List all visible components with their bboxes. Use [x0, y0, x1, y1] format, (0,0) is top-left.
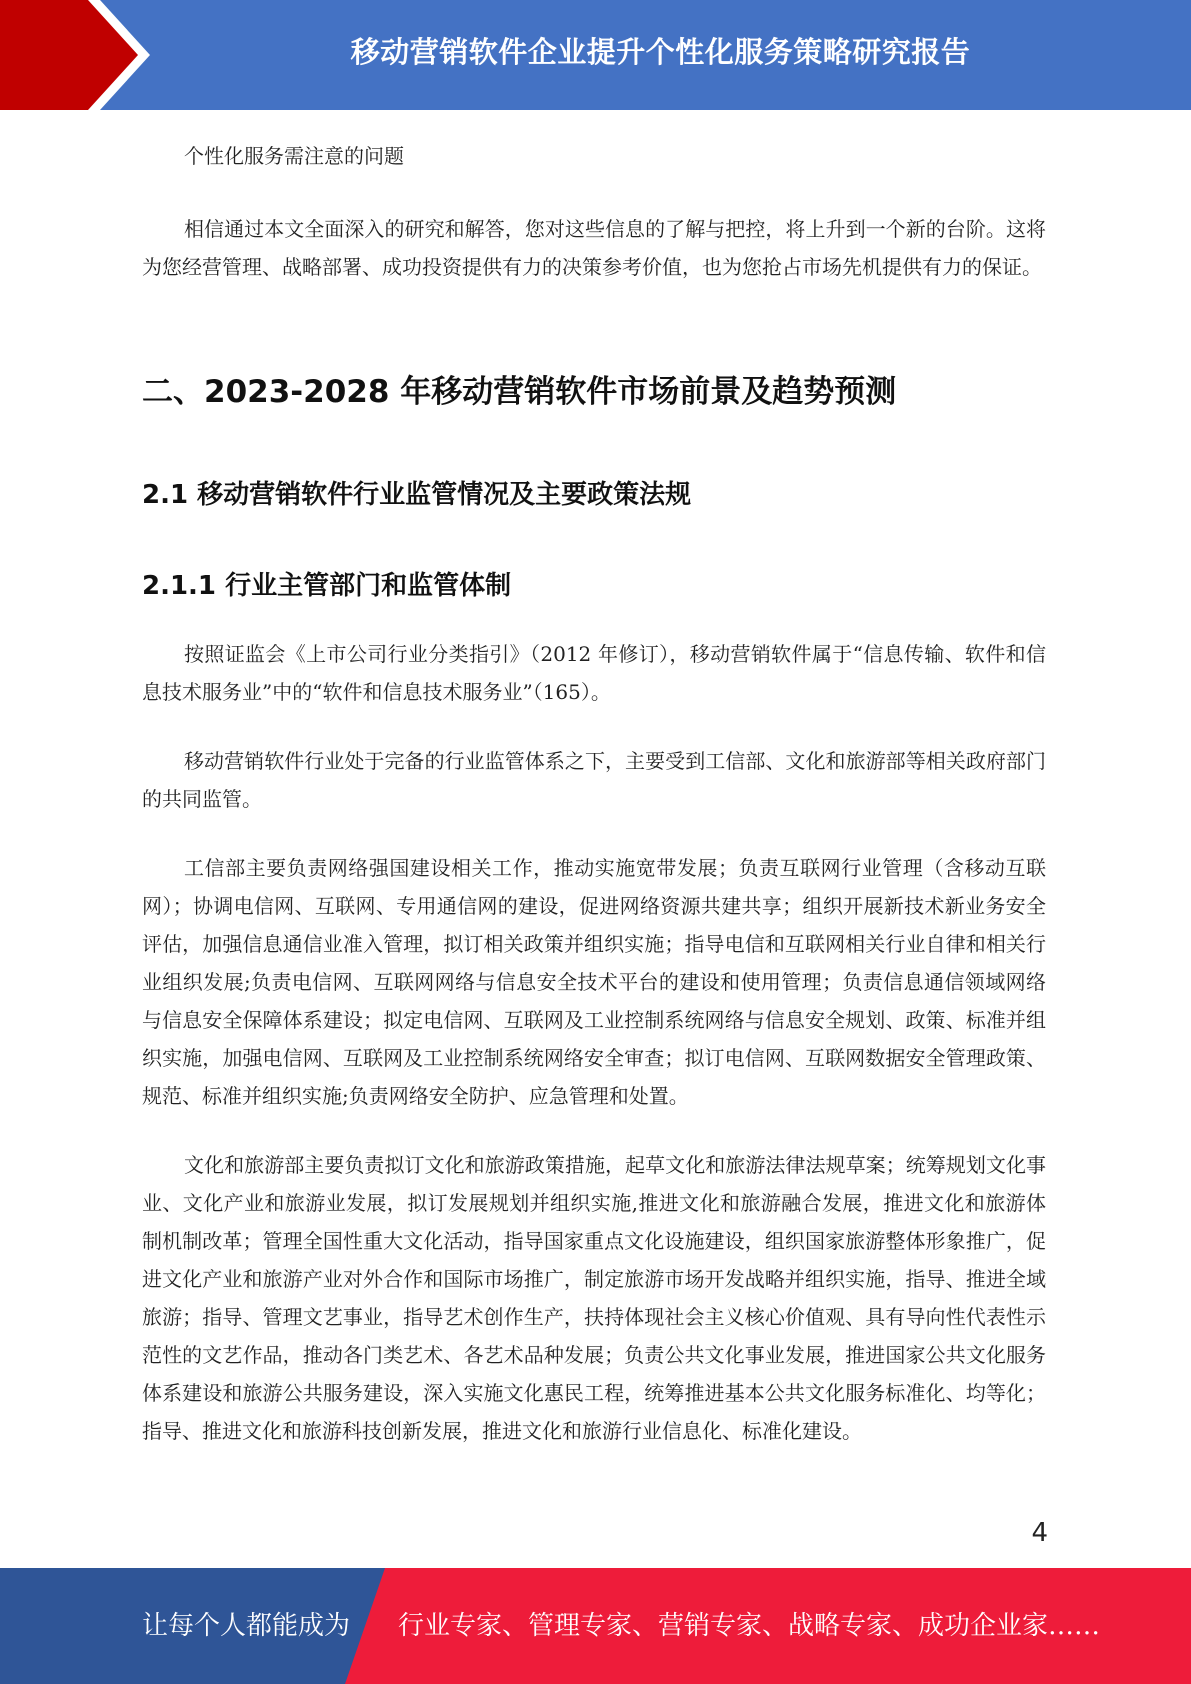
- paragraph-4: 文化和旅游部主要负责拟订文化和旅游政策措施，起草文化和旅游法律法规草案；统筹规划文化事业、文化产业和旅游业发展，拟订发展规划并组织实施,推进文化和旅游融合发展，推进文化和旅游体制机制改革；管理全国性重大文化活动，指导国家重点文化设施建设，组织国家旅游整体形象推广，促进文化产业和旅游产业对外合作和国际市场推广，制定旅游市场开发战略并组织实施，指导、推进全域旅游；指导、管理文艺事业，指导艺术创作生产，扶持体现社会主义核心价值观、具有导向性代表性示范性的文艺作品，推动各门类艺术、各艺术品种发展；负责公共文化事业发展，推进国家公共文化服务体系建设和旅游公共服务建设，深入实施文化惠民工程，统筹推进基本公共文化服务标准化、均等化；指导、推进文化和旅游科技创新发展，推进文化和旅游行业信息化、标准化建设。: [142, 1153, 1046, 1443]
- paragraph-2-block: [142, 742, 1046, 818]
- section-heading: 二、2023-2028 年移动营销软件市场前景及趋势预测: [142, 374, 897, 410]
- page-header: [0, 0, 1191, 110]
- toc-tail-block: [142, 137, 1046, 175]
- subsection-heading: 2.1 移动营销软件行业监管情况及主要政策法规: [142, 480, 692, 510]
- paragraph-3-block: [142, 849, 1046, 1115]
- section-heading-block: [142, 366, 1046, 411]
- subsubsection-heading-block: [142, 565, 1046, 602]
- subsubsection-heading: 2.1.1 行业主管部门和监管体制: [142, 571, 512, 601]
- paragraph-3: 工信部主要负责网络强国建设相关工作，推动实施宽带发展；负责互联网行业管理（含移动互联网）；协调电信网、互联网、专用通信网的建设，促进网络资源共建共享；组织开展新技术新业务安全评估，加强信息通信业准入管理，拟订相关政策并组织实施；指导电信和互联网相关行业自律和相关行业组织发展;负责电信网、互联网网络与信息安全技术平台的建设和使用管理；负责信息通信领域网络与信息安全保障体系建设；拟定电信网、互联网及工业控制系统网络与信息安全规划、政策、标准并组织实施，加强电信网、互联网及工业控制系统网络安全审查；拟订电信网、互联网数据安全管理政策、规范、标准并组织实施;负责网络安全防护、应急管理和处置。: [142, 856, 1046, 1108]
- footer-slogan-right: 行业专家、管理专家、营销专家、战略专家、成功企业家……: [398, 1611, 1101, 1641]
- paragraph-1-block: [142, 635, 1046, 711]
- subsection-heading-block: [142, 474, 1046, 511]
- footer-slogan-left: 让每个人都能成为: [142, 1611, 351, 1641]
- paragraph-2: 移动营销软件行业处于完备的行业监管体系之下，主要受到工信部、文化和旅游部等相关政府部门的共同监管。: [142, 749, 1046, 811]
- page-footer: [0, 1568, 1191, 1684]
- report-title: 移动营销软件企业提升个性化服务策略研究报告: [350, 35, 971, 69]
- intro-paragraph: 相信通过本文全面深入的研究和解答，您对这些信息的了解与把控，将上升到一个新的台阶。这将为您经营管理、战略部署、成功投资提供有力的决策参考价值，也为您抢占市场先机提供有力的保证。: [142, 217, 1046, 279]
- intro-block: [142, 210, 1046, 286]
- page-number: 4: [1031, 1518, 1048, 1548]
- toc-tail-text: 个性化服务需注意的问题: [184, 144, 404, 168]
- paragraph-4-block: [142, 1146, 1046, 1450]
- paragraph-1: 按照证监会《上市公司行业分类指引》（2012 年修订），移动营销软件属于“信息传输、软件和信息技术服务业”中的“软件和信息技术服务业”（165）。: [142, 642, 1046, 704]
